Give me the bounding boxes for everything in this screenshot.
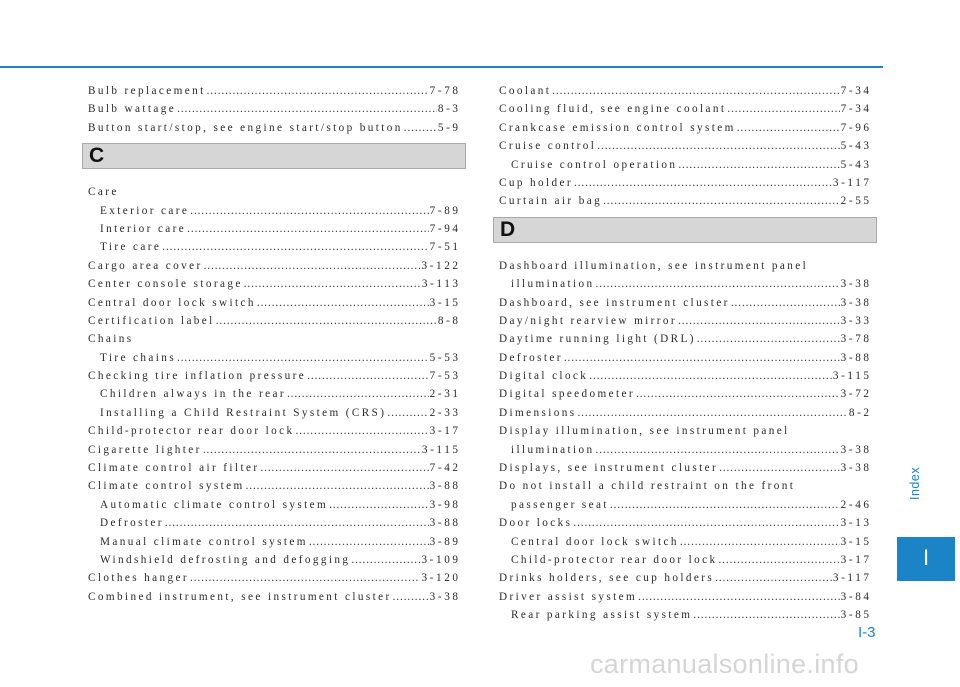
index-entry[interactable]	[499, 404, 872, 422]
index-term: Tire care	[100, 241, 162, 254]
dot-leader	[190, 569, 420, 587]
index-page-ref[interactable]: 3-88	[429, 480, 461, 493]
index-page-ref[interactable]: 7-96	[840, 121, 872, 134]
index-term: Cruise control	[499, 140, 597, 153]
index-entry[interactable]	[499, 119, 872, 137]
index-entry[interactable]	[499, 294, 872, 312]
index-entry[interactable]	[499, 385, 872, 403]
index-entry[interactable]	[499, 349, 872, 367]
index-page-ref[interactable]: 3-120	[421, 572, 461, 585]
index-page-ref[interactable]: 3-17	[429, 425, 461, 438]
index-term: Day/night rearview mirror	[499, 314, 678, 327]
index-term: Dimensions	[499, 406, 577, 419]
watermark: carmanualsonline.info	[590, 649, 859, 679]
index-heading-term: Chains	[88, 333, 134, 346]
index-page-ref[interactable]: 3-38	[840, 462, 872, 475]
index-term: illumination	[511, 278, 595, 291]
index-entry[interactable]	[499, 330, 872, 348]
dot-leader	[207, 82, 429, 100]
index-term: Rear parking assist system	[511, 609, 693, 622]
dot-leader	[260, 459, 428, 477]
index-entry[interactable]	[88, 367, 461, 385]
index-page-ref[interactable]: 2-55	[840, 195, 872, 208]
dot-leader	[596, 441, 840, 459]
index-page-ref[interactable]: 7-94	[429, 222, 461, 235]
index-subentry[interactable]	[499, 441, 872, 459]
index-term: Digital speedometer	[499, 388, 636, 401]
index-entry[interactable]	[88, 477, 461, 495]
dot-leader	[165, 514, 429, 532]
dot-leader	[351, 551, 420, 569]
index-subentry[interactable]	[499, 551, 872, 569]
dot-leader	[603, 192, 840, 210]
index-term: Digital clock	[499, 370, 589, 383]
dot-leader	[727, 100, 839, 118]
index-subentry[interactable]	[88, 496, 461, 514]
dot-leader	[731, 294, 840, 312]
dot-leader	[329, 496, 429, 514]
index-side-tab-letter: I	[922, 545, 930, 570]
index-entry[interactable]	[88, 119, 461, 137]
index-page-ref[interactable]: 3-38	[840, 278, 872, 291]
index-page-ref[interactable]: 7-34	[840, 103, 872, 116]
index-entry[interactable]	[499, 82, 872, 100]
index-page-ref[interactable]: 3-17	[840, 553, 872, 566]
index-subentry[interactable]	[88, 385, 461, 403]
index-term: Climate control air filter	[88, 462, 260, 475]
index-page-ref[interactable]: 3-72	[840, 388, 872, 401]
index-term: Door locks	[499, 517, 573, 530]
index-page-ref[interactable]: 7-34	[840, 85, 872, 97]
dot-leader	[187, 220, 429, 238]
index-term: Tire chains	[100, 351, 177, 364]
index-column-left	[88, 82, 461, 606]
index-term: Center console storage	[88, 278, 243, 291]
dot-leader	[715, 569, 832, 587]
index-page-ref[interactable]: 2-33	[429, 406, 461, 419]
index-entry[interactable]	[88, 422, 461, 440]
index-page-ref[interactable]: 3-15	[840, 535, 872, 548]
index-entry[interactable]	[499, 569, 872, 587]
index-term: Cargo area cover	[88, 259, 203, 272]
dot-leader	[610, 496, 840, 514]
index-page-ref[interactable]: 3-38	[840, 443, 872, 456]
index-side-tab[interactable]	[897, 537, 955, 581]
index-term: Button start/stop, see engine start/stop button	[88, 121, 403, 134]
dot-leader	[678, 312, 840, 330]
index-entry[interactable]	[88, 294, 461, 312]
index-term: Central door lock switch	[511, 535, 679, 548]
index-term: Cooling fluid, see engine coolant	[499, 103, 727, 116]
index-page-ref[interactable]: 3-113	[421, 278, 461, 291]
index-subentry[interactable]	[499, 606, 872, 624]
index-term: illumination	[511, 443, 595, 456]
index-subentry[interactable]	[88, 238, 461, 256]
index-term: Windshield defrosting and defogging	[100, 553, 351, 566]
index-entry[interactable]	[499, 137, 872, 155]
index-page-ref[interactable]: 3-98	[429, 498, 461, 511]
index-page-ref[interactable]: 8-3	[437, 103, 461, 116]
index-term: Crankcase emission control system	[499, 121, 736, 134]
index-page-ref[interactable]: 3-84	[840, 590, 872, 603]
page-number: I-3	[858, 624, 876, 641]
index-entry[interactable]	[499, 514, 872, 532]
index-subentry[interactable]	[499, 533, 872, 551]
dot-leader	[574, 174, 832, 192]
index-page-ref[interactable]: 2-31	[429, 388, 461, 401]
index-subentry[interactable]	[88, 551, 461, 569]
index-term: passenger seat	[511, 498, 609, 511]
index-term: Displays, see instrument cluster	[499, 462, 719, 475]
dot-leader	[177, 349, 429, 367]
section-letter-header	[493, 217, 877, 243]
index-page-ref[interactable]: 3-38	[429, 590, 461, 603]
index-subentry[interactable]	[88, 533, 461, 551]
index-column-right	[499, 82, 872, 625]
index-term: Bulb wattage	[88, 103, 177, 116]
dot-leader	[162, 238, 428, 256]
index-entry[interactable]	[88, 459, 461, 477]
dot-leader	[636, 385, 840, 403]
dot-leader	[719, 551, 840, 569]
dot-leader	[190, 202, 428, 220]
index-heading-term: Dashboard illumination, see instrument panel	[499, 259, 809, 272]
index-term: Manual climate control system	[100, 535, 308, 548]
dot-leader	[564, 349, 840, 367]
index-page-ref[interactable]: 3-117	[832, 176, 872, 189]
index-term: Climate control system	[88, 480, 245, 493]
index-side-label: Index	[908, 466, 922, 500]
index-term: Curtain air bag	[499, 195, 603, 208]
index-page-ref[interactable]: 8-2	[848, 406, 872, 419]
index-term: Cigarette lighter	[88, 443, 202, 456]
index-term: Exterior care	[100, 204, 190, 217]
dot-leader	[737, 119, 840, 137]
index-term: Interior care	[100, 222, 187, 235]
index-term: Certification label	[88, 314, 215, 327]
section-letter: C	[89, 144, 105, 168]
dot-leader	[697, 330, 840, 348]
index-term: Combined instrument, see instrument cluster	[88, 590, 392, 603]
index-page-ref[interactable]: 5-9	[437, 121, 461, 134]
dot-leader	[387, 404, 428, 422]
index-page-ref[interactable]: 3-88	[840, 351, 872, 364]
index-entry[interactable]	[499, 192, 872, 210]
dot-leader	[404, 119, 437, 137]
index-subentry[interactable]	[88, 202, 461, 220]
index-term: Dashboard, see instrument cluster	[499, 296, 730, 309]
index-entry[interactable]	[499, 312, 872, 330]
index-page-ref[interactable]: 3-38	[840, 296, 872, 309]
index-term: Children always in the rear	[100, 388, 286, 401]
index-page-ref[interactable]: 7-51	[429, 241, 461, 254]
index-term: Coolant	[499, 85, 552, 97]
dot-leader	[309, 533, 429, 551]
dot-leader	[680, 533, 840, 551]
index-entry[interactable]	[88, 588, 461, 606]
index-page-ref[interactable]: 3-122	[421, 259, 461, 272]
dot-leader	[589, 367, 832, 385]
index-page-ref[interactable]: 7-89	[429, 204, 461, 217]
section-letter-header	[82, 143, 466, 169]
index-page-ref[interactable]: 3-115	[421, 443, 461, 456]
dot-leader	[203, 441, 421, 459]
index-heading-term: Care	[88, 186, 119, 199]
dot-leader	[573, 514, 839, 532]
index-term: Bulb replacement	[88, 85, 206, 97]
index-term: Checking tire inflation pressure	[88, 370, 307, 383]
index-subentry[interactable]	[499, 156, 872, 174]
index-page-ref[interactable]: 3-89	[429, 535, 461, 548]
index-page-ref[interactable]: 3-78	[840, 333, 872, 346]
dot-leader	[719, 459, 840, 477]
index-page-ref[interactable]: 3-117	[832, 572, 872, 585]
index-heading-term: Display illumination, see instrument panel	[499, 425, 790, 438]
dot-leader	[597, 137, 839, 155]
index-subentry[interactable]	[499, 275, 872, 293]
dot-leader	[678, 156, 839, 174]
index-page-ref[interactable]: 3-85	[840, 609, 872, 622]
index-term: Cup holder	[499, 176, 574, 189]
index-page-ref[interactable]: 7-53	[429, 370, 461, 383]
index-term: Driver assist system	[499, 590, 638, 603]
index-subentry[interactable]	[499, 496, 872, 514]
index-entry[interactable]	[88, 441, 461, 459]
index-term: Drinks holders, see cup holders	[499, 572, 715, 585]
index-term: Installing a Child Restraint System (CRS)	[100, 406, 387, 419]
index-term: Automatic climate control system	[100, 498, 329, 511]
index-term: Cruise control operation	[511, 158, 678, 171]
index-page-ref[interactable]: 2-46	[840, 498, 872, 511]
index-page-ref[interactable]: 5-53	[429, 351, 461, 364]
index-entry[interactable]	[499, 174, 872, 192]
dot-leader	[287, 385, 429, 403]
index-entry[interactable]	[499, 459, 872, 477]
dot-leader	[307, 367, 429, 385]
index-page-ref[interactable]: 3-33	[840, 314, 872, 327]
index-term: Defroster	[499, 351, 563, 364]
section-letter: D	[500, 217, 516, 241]
dot-leader	[244, 275, 421, 293]
index-term: Child-protector rear door lock	[88, 425, 295, 438]
index-entry[interactable]	[499, 100, 872, 118]
dot-leader	[216, 312, 437, 330]
index-term: Clothes hanger	[88, 572, 190, 585]
index-entry[interactable]	[88, 312, 461, 330]
index-term: Daytime running light (DRL)	[499, 333, 696, 346]
index-heading-term: Do not install a child restraint on the front	[499, 480, 796, 493]
index-page-ref[interactable]: 3-13	[840, 517, 872, 530]
index-entry[interactable]	[88, 569, 461, 587]
index-page-ref[interactable]: 5-43	[840, 158, 872, 171]
index-page-ref[interactable]: 8-8	[437, 314, 461, 327]
index-subentry[interactable]	[88, 404, 461, 422]
index-term: Defroster	[100, 517, 164, 530]
index-entry[interactable]	[88, 100, 461, 118]
index-subentry[interactable]	[88, 349, 461, 367]
index-entry[interactable]	[88, 82, 461, 100]
dot-leader	[177, 100, 437, 118]
dot-leader	[693, 606, 839, 624]
dot-leader	[638, 588, 840, 606]
index-page-ref[interactable]: 7-78	[429, 85, 461, 97]
index-entry[interactable]	[499, 367, 872, 385]
index-subentry[interactable]	[88, 514, 461, 532]
dot-leader	[393, 588, 429, 606]
header-rule	[0, 66, 883, 68]
index-page-ref[interactable]: 3-109	[421, 553, 461, 566]
index-page-ref[interactable]: 5-43	[840, 140, 872, 153]
dot-leader	[596, 275, 840, 293]
dot-leader	[552, 82, 839, 100]
dot-leader	[204, 257, 421, 275]
index-page-ref[interactable]: 3-88	[429, 517, 461, 530]
index-term: Central door lock switch	[88, 296, 256, 309]
index-page-ref[interactable]: 3-115	[832, 370, 872, 383]
dot-leader	[257, 294, 429, 312]
index-page-ref[interactable]: 7-42	[429, 462, 461, 475]
index-subentry[interactable]	[88, 220, 461, 238]
index-entry[interactable]	[88, 275, 461, 293]
dot-leader	[296, 422, 429, 440]
dot-leader	[577, 404, 847, 422]
dot-leader	[246, 477, 429, 495]
index-page-ref[interactable]: 3-15	[429, 296, 461, 309]
index-term: Child-protector rear door lock	[511, 553, 718, 566]
index-entry[interactable]	[88, 257, 461, 275]
index-entry[interactable]	[499, 588, 872, 606]
